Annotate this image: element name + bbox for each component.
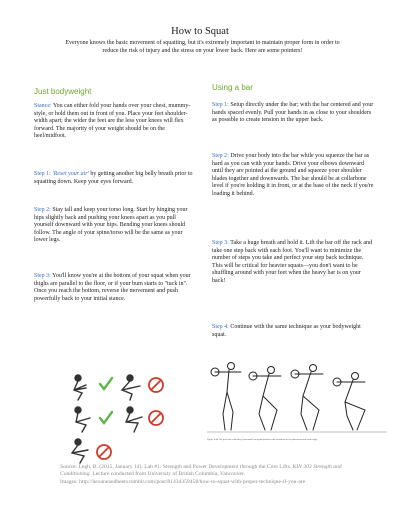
bar-step-4 [212,324,375,339]
squat-figure-bad [72,439,88,463]
step-label: Step 3: [34,273,51,279]
cross-icon [149,378,163,392]
bar-step-1 [212,102,375,125]
barbell-squat-illustration [207,352,387,436]
step-text: Continue with the same technique as your bodyweight squat. [212,324,361,338]
images-link[interactable]: Images: http://hexaneandbeets.tumblr.com/post/81434359458/how-to-squat-with-proper-technique-if-you-are [60,478,306,485]
cross-icon [97,445,111,459]
squat-figure-bad [122,375,140,400]
source-course: KIN 303 Strength and Conditioning. [60,464,342,478]
source-citation [60,464,370,486]
step-text: Setup directly under the bar; with the bar centered and your hands spaced evenly. Pull your hands in as close to your shoulders as possible to create tension in the upper back. [212,102,374,124]
bodyweight-step-1 [34,171,197,186]
step-text: by getting another big belly breath prior to squatting down. Keep your eyes forward. [34,171,193,185]
source-text: Source: Legh, B. (2015, January 14). Lab #1: Strength and Power Development through the Core Lifts. [60,464,293,470]
stance-text: You can either fold your hands over your chest, mummy-style, or hold them out in front of you. Place your feet shoulder-width apart; the wider the feet are the less your knees will flex forward. The majority of your weight should be on the heel/midfoot. [34,103,191,140]
heading-using-a-bar: Using a bar [212,83,253,92]
barbell-figure [333,373,365,431]
page-title: How to Squat [171,26,229,37]
barbell-figure [211,363,241,431]
squat-figure-bad [126,407,142,432]
bar-step-3 [212,240,375,286]
figure-caption: Figure 8.4b The posterior-wideality (horizontal) bar squat position with variations in bar placement and trunk angle. [207,438,318,441]
step-text: You'll know you're at the bottom of your squat when your thighs are parallel to the floor, or if your bum starts to "tuck in". Once you reach the bottom, reverse the movement and push powerfully back to your initial stance. [34,273,191,302]
squat-form-illustration [64,370,174,465]
squat-figure-good [75,407,90,432]
step-label: Step 3: [212,240,229,246]
bodyweight-step-3 [34,273,197,303]
heading-just-bodyweight: Just bodyweight [34,87,92,96]
barbell-figure [291,365,323,431]
reset-air-quote: 'Reset your air' [52,171,89,177]
source-text-end: Lecture conducted from University of British Columbia, Vancouver. [90,471,245,478]
bodyweight-step-2 [34,207,197,245]
squat-figure-good [74,375,86,400]
intro-paragraph: Everyone knows the basic movement of squatting, but it's extremely important to maintain proper form in order to reduce the risk of injury and the stress on your lower back. Here are some pointers! [65,40,340,55]
stance-label: Stance: [34,103,52,109]
stance-paragraph [34,103,197,141]
step-label: Step 2: [212,153,229,159]
step-label: Step 1: [212,102,229,108]
step-text: Drive your body into the bar while you squeeze the bar as hard as you can with your hands. Drive your elbows downward until they are pointed at the ground and squeeze your shoulder blades together and downwards. The bar should be at collarbone level if you're holding it in front, or at the base of the neck if you're loading it behind. [212,153,374,197]
step-label: Step 4: [212,324,229,330]
step-text: Take a huge breath and hold it. Lift the bar off the rack and take one step back with each foot. You'll want to minimize the number of steps you take and perfect your step back technique. This will be critical for heavier squats—you don't want to be shuffling around with your feet when the heavy bar is on your back! [212,240,372,284]
barbell-figure [249,367,281,431]
step-text: Stay tall and keep your torso long. Start by hinging your hips slightly back and pushing your knees apart as you pull yourself downward with your hips. Bending your knees should follow. The angle of your spine/torso will be the same as your lower legs. [34,207,188,244]
check-icon [100,412,112,423]
bar-step-2 [212,153,375,199]
check-icon [100,378,112,389]
step-label: Step 2: [34,207,51,213]
step-label: Step 1: [34,171,51,177]
cross-icon [149,411,163,425]
